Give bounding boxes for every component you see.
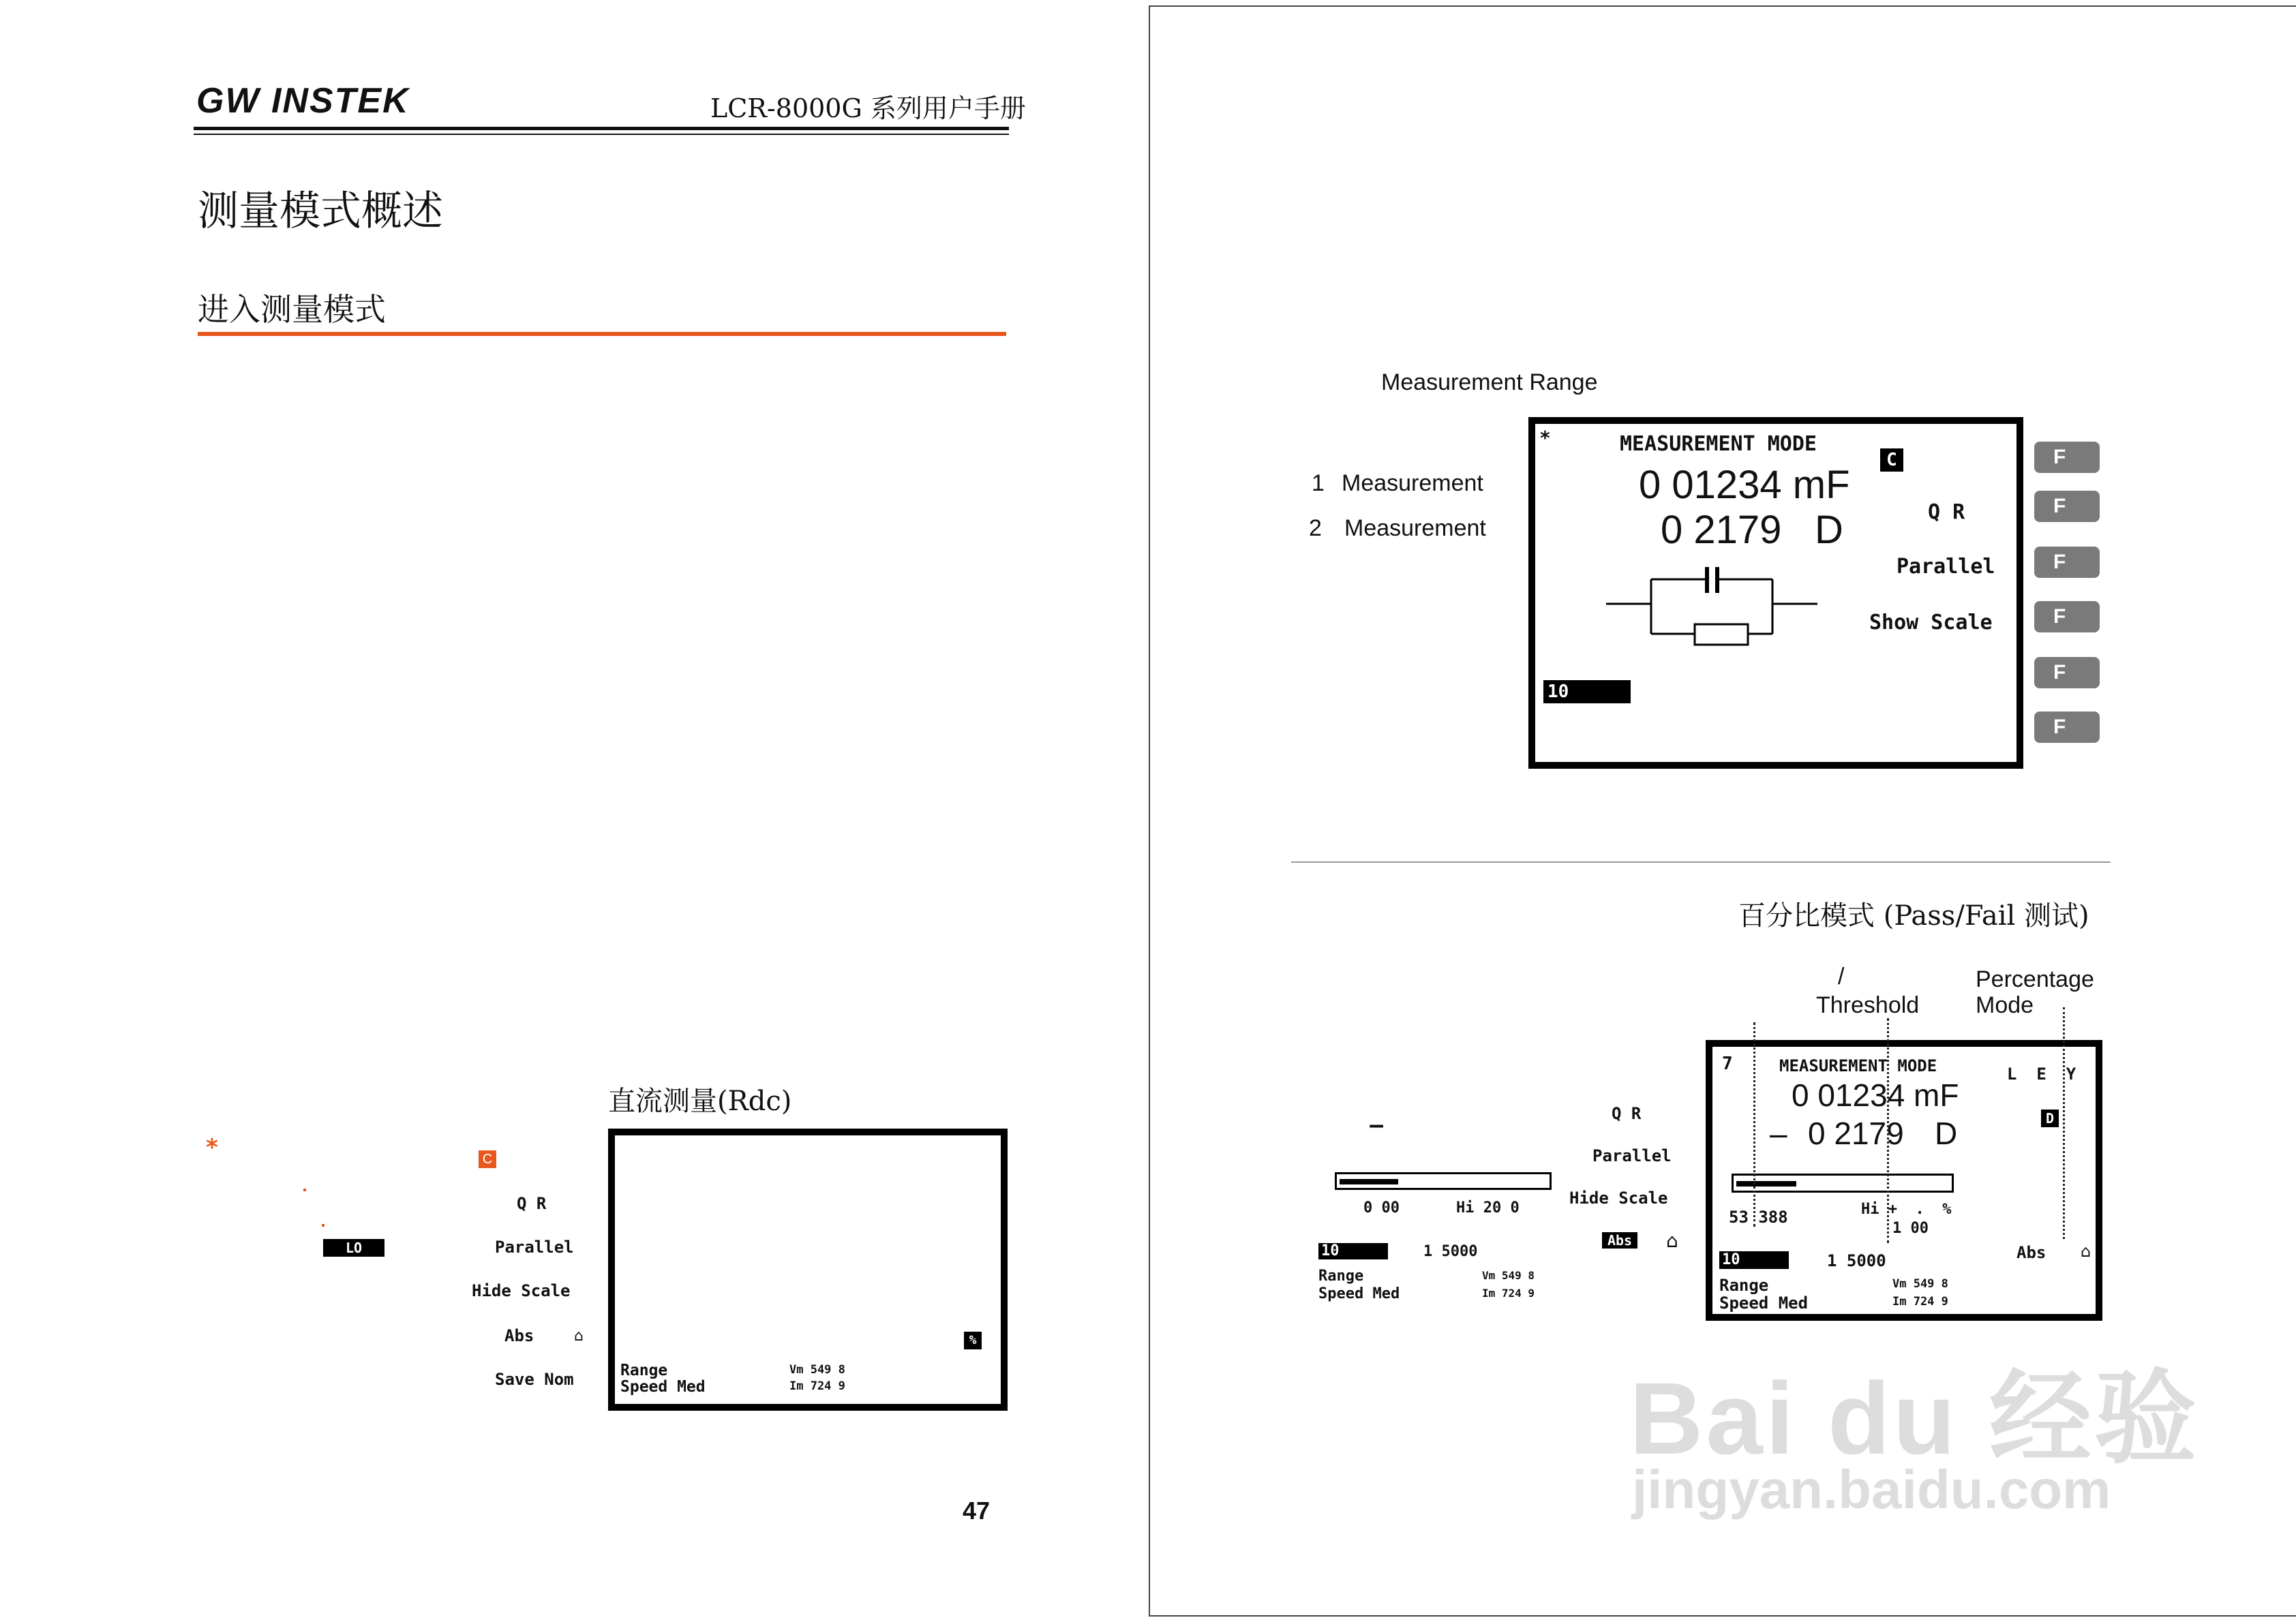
im-readout: Im 724 9 (1892, 1295, 1948, 1309)
range-label: Range (1719, 1276, 1769, 1295)
percentage-lcd-screen (1706, 1040, 2102, 1321)
d-badge: D (2041, 1110, 2059, 1127)
negative-sign: – (1770, 1116, 1787, 1151)
lo-badge: LO (323, 1239, 384, 1257)
im-readout: Im 724 9 (1482, 1287, 1535, 1300)
lcd-title: MEASUREMENT MODE (1620, 432, 1817, 456)
scale-lo: 53 388 (1729, 1208, 1788, 1227)
slash-label: / (1838, 964, 1845, 990)
function-key-1[interactable]: F (2034, 442, 2100, 473)
callout-number: 1 (1312, 470, 1325, 496)
brand-logo: GW INSTEK (196, 81, 410, 121)
softkey-parallel[interactable]: Parallel (495, 1238, 574, 1257)
home-icon: ⌂ (1666, 1229, 1678, 1252)
lcd-title: MEASUREMENT MODE (1779, 1056, 1937, 1075)
scale-bar (1732, 1174, 1954, 1193)
scale-hi-value: 1 00 (1892, 1220, 1929, 1237)
orange-dot (303, 1189, 306, 1191)
scale-bar (1335, 1172, 1552, 1190)
star-indicator: * (1539, 427, 1551, 449)
range-label: Range (1318, 1268, 1364, 1285)
scale-hi: Hi + . % (1861, 1201, 1952, 1218)
callout-measurement: Measurement (1342, 470, 1483, 496)
function-key-3[interactable]: F (2034, 547, 2100, 578)
dc-measurement-label: 直流测量(Rdc) (608, 1086, 792, 1117)
secondary-value: 0 2179 (1661, 508, 1782, 552)
softkey-hide-scale[interactable]: Hide Scale (1569, 1189, 1668, 1208)
secondary-value: 0 2179 (1808, 1116, 1904, 1151)
scale-bar-fill (1736, 1181, 1796, 1187)
callout-line (2063, 1007, 2065, 1239)
softkey-q-r[interactable]: Q R (1928, 500, 1965, 524)
star-marker: * (206, 1134, 218, 1161)
header-rule-thin (194, 134, 1009, 135)
header-rule (194, 127, 1009, 130)
speed-label: Speed Med (1318, 1285, 1400, 1302)
abs-label: Abs (2016, 1243, 2046, 1262)
page-number: 47 (963, 1497, 991, 1525)
softkey-parallel[interactable]: Parallel (1897, 555, 1995, 579)
subsection-underline (198, 332, 1006, 336)
percentage-mode-label: Percentage Mode (1976, 966, 2094, 1018)
mode-tags: L E Y (2007, 1065, 2076, 1084)
range-indicator: 10 (1318, 1243, 1388, 1259)
minus-sign: – (1369, 1110, 1385, 1139)
softkey-q-r[interactable]: Q R (517, 1194, 547, 1213)
baidu-watermark-url: jingyan.baidu.com (1632, 1459, 2111, 1520)
secondary-unit: D (1815, 508, 1843, 552)
range-value: 1 5000 (1423, 1243, 1478, 1260)
callout-line (1887, 1018, 1889, 1243)
secondary-unit: D (1935, 1116, 1958, 1151)
callout-line (1753, 1022, 1755, 1227)
function-key-2[interactable]: F (2034, 491, 2100, 522)
function-key-5[interactable]: F (2034, 657, 2100, 688)
function-key-6[interactable]: F (2034, 711, 2100, 743)
softkey-hide-scale[interactable]: Hide Scale (472, 1281, 571, 1300)
softkey-show-scale[interactable]: Show Scale (1869, 611, 1993, 634)
manual-title: LCR-8000G 系列用户手册 (710, 93, 1026, 123)
softkey-abs[interactable]: Abs (1602, 1232, 1637, 1249)
function-key-4[interactable]: F (2034, 601, 2100, 632)
range-value: 1 5000 (1827, 1251, 1886, 1270)
percent-badge: % (964, 1332, 982, 1349)
primary-value: 0 01234 mF (1792, 1077, 1959, 1113)
primary-value: 0 01234 mF (1639, 463, 1850, 507)
baidu-watermark-logo: Bai du 经验 (1629, 1361, 2200, 1475)
parallel-circuit-icon (1606, 560, 1831, 662)
mode-number: 7 (1722, 1054, 1733, 1074)
vm-readout: Vm 549 8 (789, 1363, 845, 1377)
callout-measurement: Measurement (1344, 515, 1486, 541)
vm-readout: Vm 549 8 (1482, 1269, 1535, 1282)
threshold-label: Threshold (1816, 992, 1920, 1018)
softkey-parallel[interactable]: Parallel (1592, 1146, 1672, 1165)
section-title: 测量模式概述 (198, 187, 443, 235)
softkey-abs[interactable]: Abs (504, 1326, 534, 1345)
measurement-lcd-screen (1528, 417, 2023, 769)
orange-dot (322, 1224, 324, 1227)
scale-bar-fill (1340, 1179, 1398, 1184)
subsection-title: 进入测量模式 (198, 291, 386, 328)
dc-lcd-screen (608, 1129, 1008, 1411)
home-icon: ⌂ (574, 1328, 584, 1345)
range-label: Range (620, 1362, 668, 1379)
vm-readout: Vm 549 8 (1892, 1277, 1948, 1291)
callout-number: 2 (1309, 515, 1322, 541)
section-divider (1291, 861, 2111, 863)
range-indicator: 10 (1719, 1251, 1789, 1269)
percentage-mode-title: 百分比模式 (Pass/Fail 测试) (1738, 900, 2089, 932)
softkey-q-r[interactable]: Q R (1612, 1104, 1642, 1123)
scale-lo: 0 00 (1363, 1199, 1400, 1216)
scale-hi: Hi 20 0 (1456, 1199, 1520, 1216)
measurement-range-label: Measurement Range (1381, 369, 1598, 395)
c-badge: C (1880, 448, 1903, 472)
home-icon: ⌂ (2081, 1242, 2091, 1261)
speed-label: Speed Med (1719, 1294, 1809, 1313)
speed-label: Speed Med (620, 1378, 706, 1396)
im-readout: Im 724 9 (789, 1379, 845, 1393)
softkey-save-nom[interactable]: Save Nom (495, 1370, 574, 1389)
c-badge: C (479, 1150, 496, 1168)
range-indicator: 10 (1543, 680, 1631, 703)
